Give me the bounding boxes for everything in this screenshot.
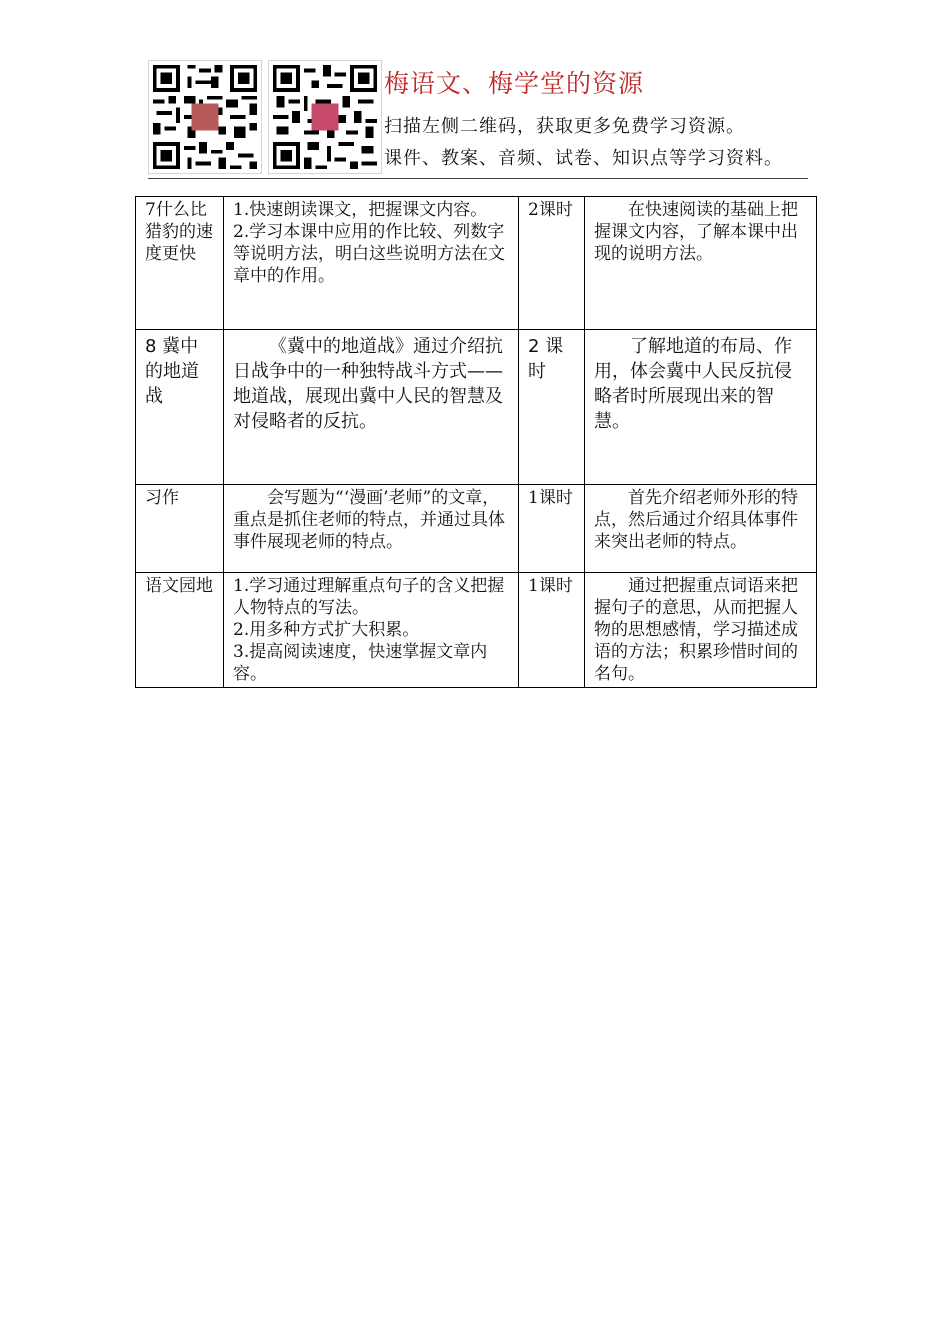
brand-resources-line: 课件、教案、音频、试卷、知识点等学习资料。 [384, 148, 783, 169]
goals-cell [224, 197, 519, 330]
brand-title: 梅语文、梅学堂的资源 [384, 69, 645, 98]
goals-cell [224, 330, 519, 485]
goal-item: 1.快速朗读课文，把握课文内容。 [233, 200, 488, 220]
hours-cell: 2 课时 [519, 330, 585, 485]
method-cell: 通过把握重点词语来把握句子的意思，从而把握人物的思想感情，学习描述成语的方法；积累珍惜时间的名句。 [585, 573, 817, 688]
table-row [136, 485, 817, 573]
hours-cell: 1课时 [519, 573, 585, 688]
hours-cell: 2课时 [519, 197, 585, 330]
table-row [136, 197, 817, 330]
brand-tagline: 扫描左侧二维码，获取更多免费学习资源。 [384, 116, 745, 137]
method-cell: 在快速阅读的基础上把握课文内容，了解本课中出现的说明方法。 [585, 197, 817, 330]
qr-code-icon[interactable] [268, 60, 382, 174]
goal-item: 2.学习本课中应用的作比较、列数字等说明方法，明白这些说明方法在文章中的作用。 [233, 222, 505, 286]
lesson-cell: 习作 [136, 485, 224, 573]
lesson-cell: 7什么比猎豹的速度更快 [136, 197, 224, 330]
method-cell: 了解地道的布局、作用，体会冀中人民反抗侵略者时所展现出来的智慧。 [585, 330, 817, 485]
hours-cell: 1课时 [519, 485, 585, 573]
goals-cell [224, 573, 519, 688]
goal-item: 《冀中的地道战》通过介绍抗日战争中的一种独特战斗方式——地道战，展现出冀中人民的智慧及对侵略者的反抗。 [233, 336, 503, 432]
qr-code-icon[interactable] [148, 60, 262, 174]
lesson-cell: 语文园地 [136, 573, 224, 688]
goal-item: 1.学习通过理解重点句子的含义把握人物特点的写法。 [233, 576, 505, 618]
method-cell: 首先介绍老师外形的特点，然后通过介绍具体事件来突出老师的特点。 [585, 485, 817, 573]
table-row [136, 330, 817, 485]
lesson-plan-table [135, 196, 817, 688]
goal-item: 会写题为“‘漫画’老师”的文章，重点是抓住老师的特点，并通过具体事件展现老师的特点。 [233, 488, 505, 552]
table-row [136, 573, 817, 688]
header-divider [148, 178, 808, 179]
goal-item: 3.提高阅读速度，快速掌握文章内容。 [233, 642, 488, 684]
goal-item: 2.用多种方式扩大积累。 [233, 620, 420, 640]
lesson-cell: 8 冀中的地道战 [136, 330, 224, 485]
goals-cell [224, 485, 519, 573]
resource-header [148, 60, 808, 180]
